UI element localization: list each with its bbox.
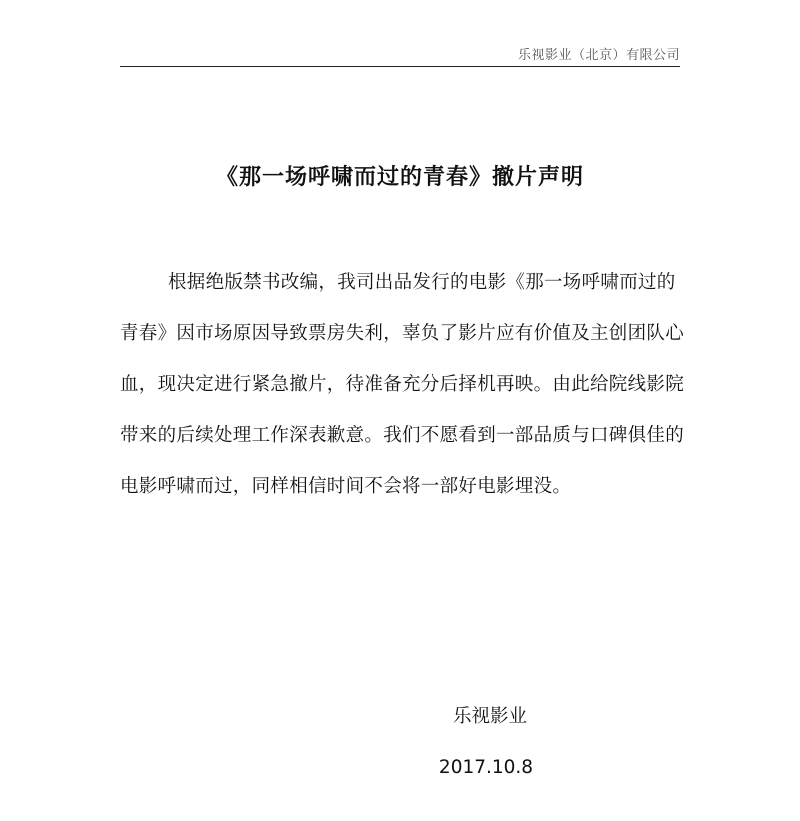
letterhead	[120, 0, 680, 67]
signature-date: 2017.10.8	[438, 757, 534, 778]
signature-company: 乐视影业	[452, 706, 527, 727]
body-line: 电影呼啸而过，同样相信时间不会将一部好电影埋没。	[120, 476, 572, 497]
document-title: 《那一场呼啸而过的青春》撤片声明	[215, 165, 584, 190]
body-line: 青春》因市场原因导致票房失利，辜负了影片应有价值及主创团队心	[120, 323, 685, 344]
statement-body	[120, 268, 686, 523]
letterhead-company-name: 乐视影业（北京）有限公司	[517, 48, 680, 63]
body-line: 带来的后续处理工作深表歉意。我们不愿看到一部品质与口碑俱佳的	[120, 425, 685, 446]
body-line: 血，现决定进行紧急撤片，待准备充分后择机再映。由此给院线影院	[120, 374, 685, 395]
body-line: 根据绝版禁书改编，我司出品发行的电影《那一场呼啸而过的	[168, 272, 676, 293]
